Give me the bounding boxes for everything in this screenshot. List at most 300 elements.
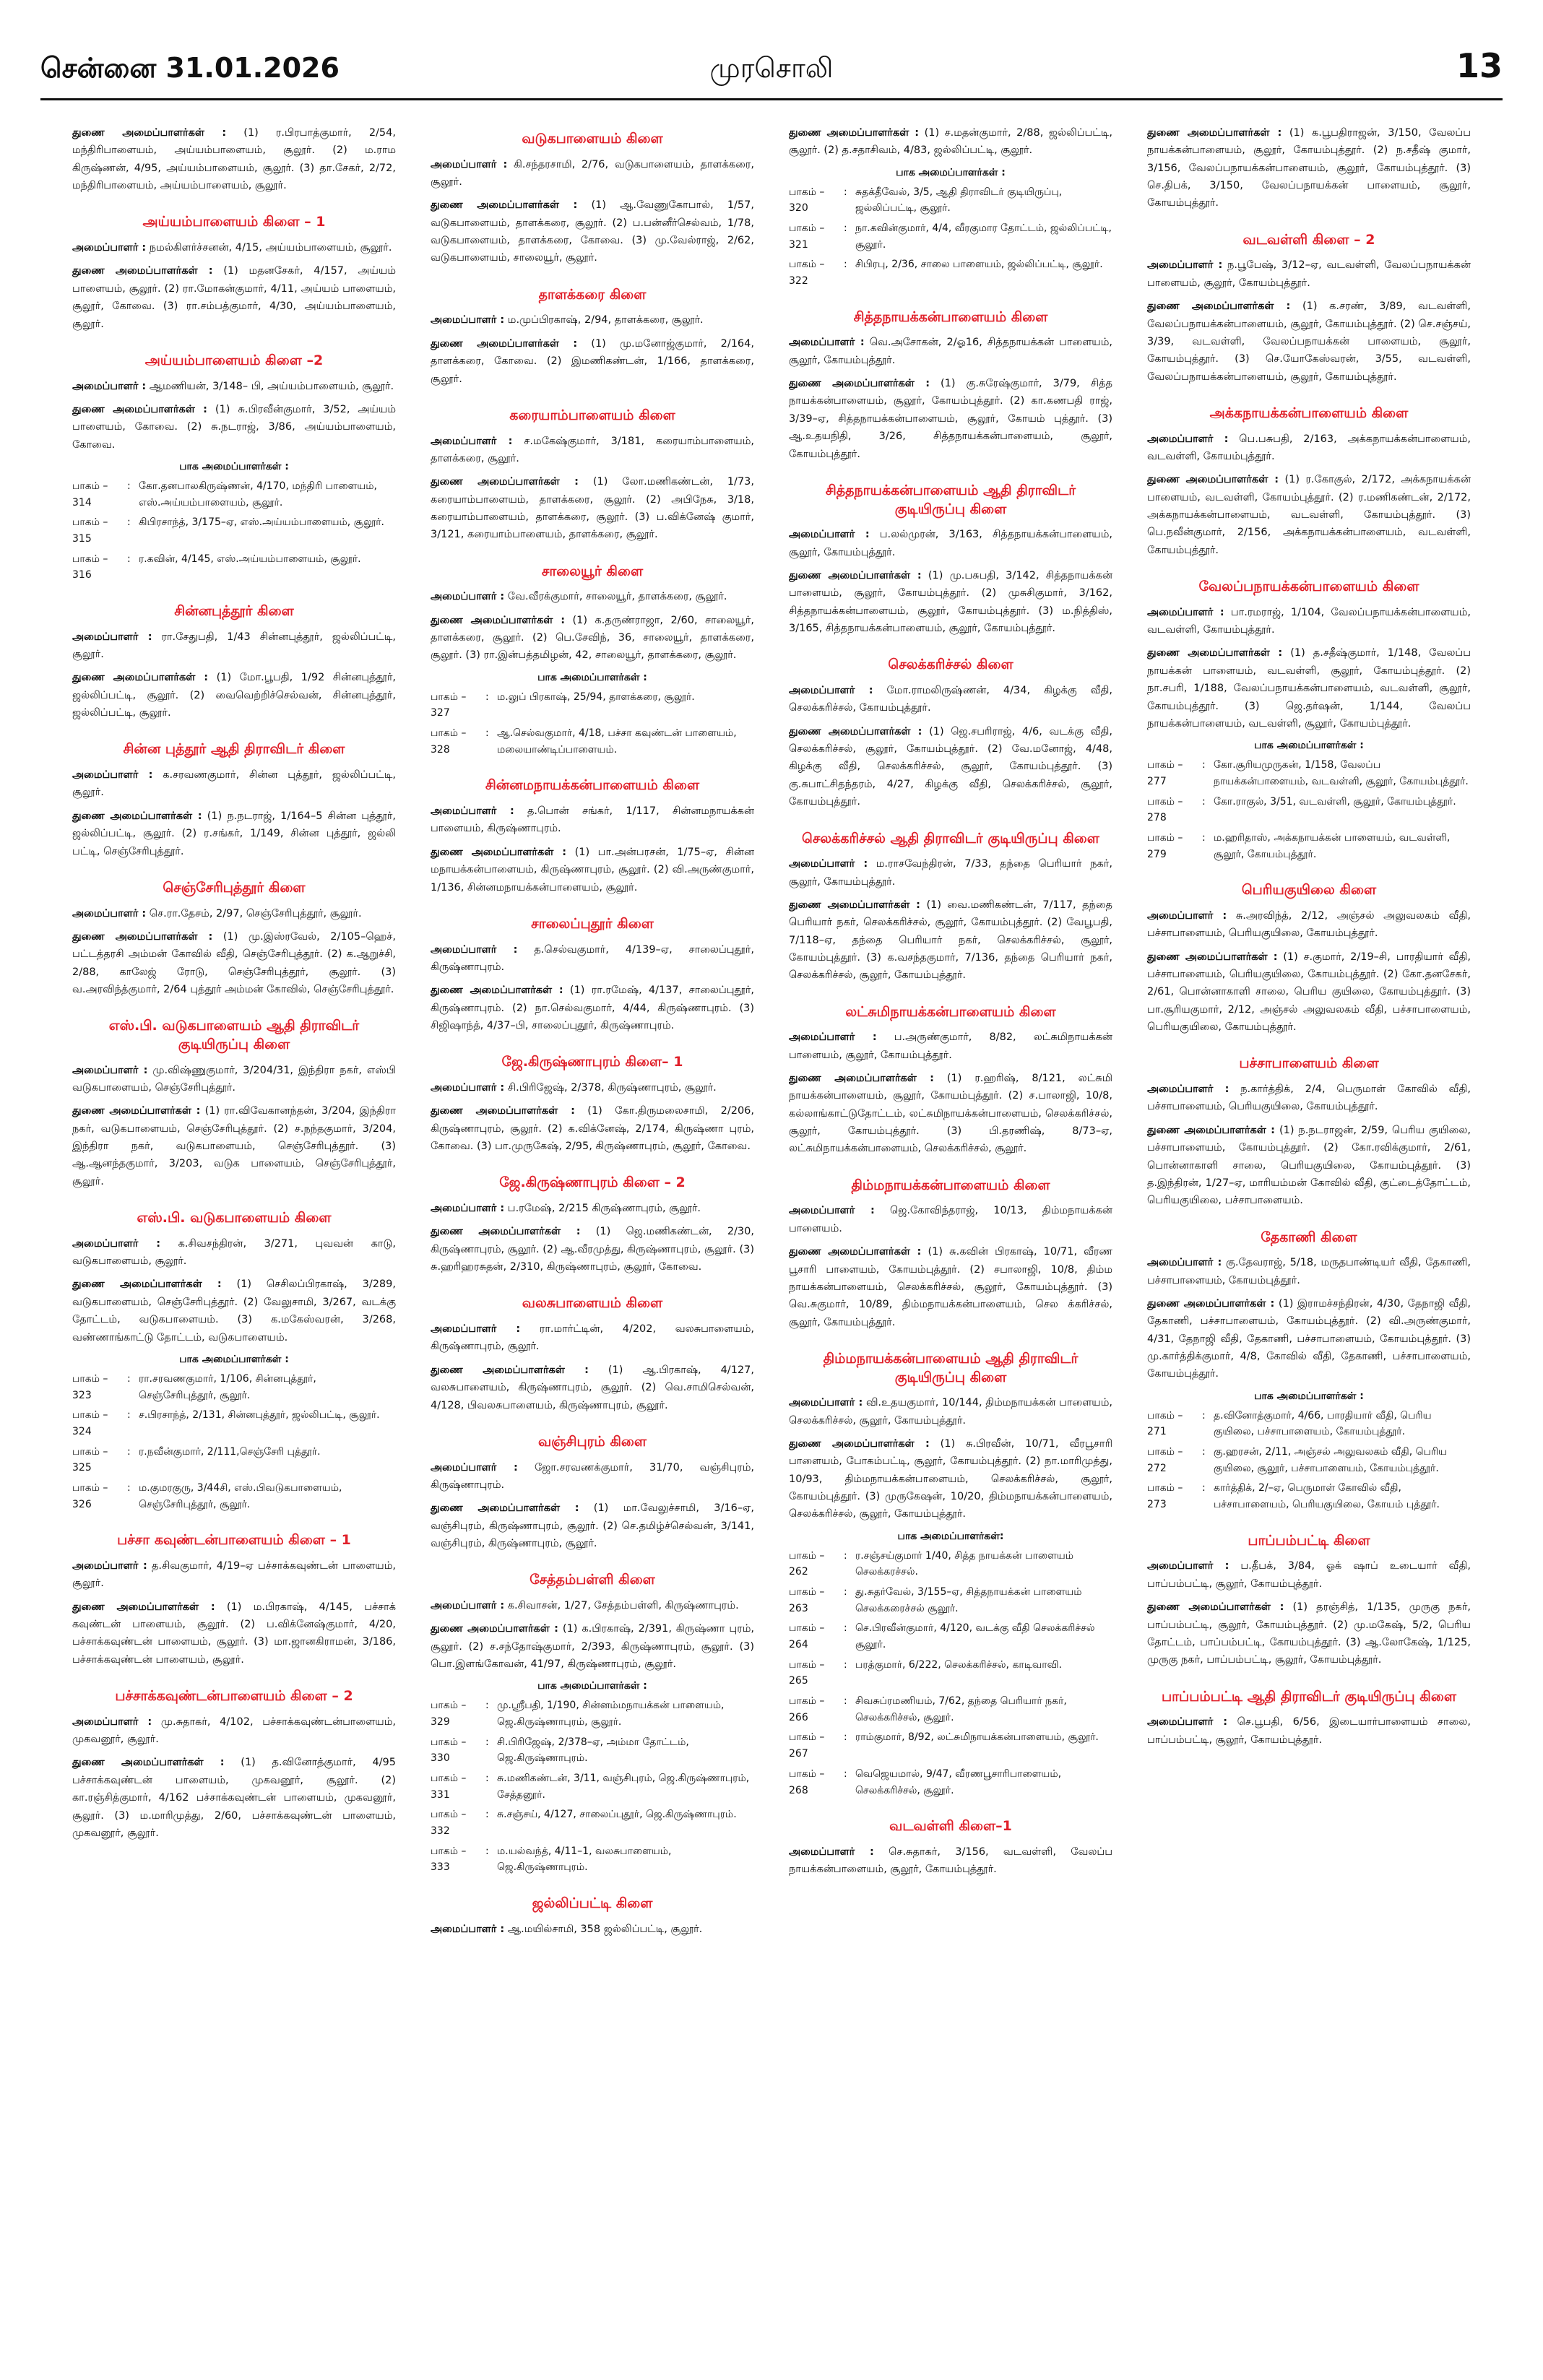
- booth-colon: :: [844, 1586, 847, 1598]
- booth-number: பாகம் – 314: [72, 480, 108, 509]
- role-label: துணை அமைப்பாளர்கள் :: [431, 1105, 575, 1117]
- member-entry: [72, 1276, 396, 1346]
- role-label: அமைப்பாளர் :: [1147, 909, 1227, 922]
- booth-row: [789, 184, 1112, 217]
- booth-row: [72, 551, 396, 584]
- booth-member: ராம்குமார், 8/92, லட்சுமிநாயக்கன்பாளையம், சூலூர்.: [855, 1731, 1099, 1744]
- member-entry: [1147, 1713, 1471, 1749]
- branch-title: வடுகபாளையம் கிளை: [522, 131, 663, 147]
- role-label: அமைப்பாளர் :: [431, 805, 514, 818]
- booth-colon: :: [844, 1731, 847, 1744]
- member-details: (1) த.சதீஷ்குமார், 1/148, வேலப்ப நாயக்கன் பாளையம், வடவள்ளி, சூலூர், கோயம்புத்தூர். (2) நா.சபரி, 1/188, வேலப்பநாயக்கன்பாளையம், வடவள்ளி, சூலூர், கோயம்புத்தூர். (3) ஜெ.தர்ஷன், 1/144, வேலப்ப நாயக்கன்பாளையம், வடவள்ளி, சூலூர், கோயம்புத்தூர்.: [1147, 647, 1471, 730]
- booth-colon: :: [127, 1481, 131, 1494]
- branch-title: சித்தநாயக்கன்பாளையம் கிளை: [853, 308, 1048, 325]
- member-entry: [789, 1029, 1112, 1064]
- booth-colon: :: [1202, 1446, 1206, 1458]
- role-label: அமைப்பாளர் :: [72, 769, 153, 782]
- branch-title: பச்சாபாளையம் கிளை: [1239, 1055, 1379, 1072]
- branch-title: ஜே.கிருஷ்ணாபுரம் கிளை – 2: [499, 1174, 686, 1191]
- member-details: வே.வீரக்குமார், சாலையூர், தாளக்கரை, சூலூர்.: [507, 591, 727, 603]
- branch-section: [72, 1209, 396, 1513]
- member-details: (1) த.வினோத்குமார், 4/95 பச்சாக்கவுண்டன் பாளையம், முகவனூர், சூலூர். (2) கா.ரஞ்சித்குமார், 4/162 பச்சாக்கவுண்டன் பாளையம், முகவனூர், சூலூர். (3) ம.மாரிமுத்து, 2/60, பச்சாக்கவுண்டன் பாளையம், முகவனூர், சூலூர்.: [72, 1757, 396, 1839]
- member-details: நமல்கிளர்ச்சனன், 4/15, அய்யம்பாளையம், சூலூர்.: [149, 242, 392, 254]
- booth-number: பாகம் – 325: [72, 1445, 108, 1474]
- member-details: (1) க.பூபதிராஜன், 3/150, வேலப்ப நாயக்கன்பாளையம், சூலூர், கோயம்புத்தூர். (2) ந.சதீஷ் குமார், 3/156, வேலப்பநாயக்கன்பாளையம், சூலூர், கோயம்புத்தூர். (3) செ.திபக், 3/150, வேலப்பநாயக்கன் பாளையம், சூலூர், கோயம்புத்தூர்.: [1147, 127, 1471, 209]
- booth-number: பாகம் – 330: [431, 1736, 467, 1765]
- member-details: (1) ஜெ.சபரிராஜ், 4/6, வடக்கு வீதி, செலக்கரிச்சல், சூலூர், கோயம்புத்தூர். (2) வே.மனோஜ், 4/48, கிழக்கு வீதி, செலக்கரிச்சல், சூலூர், கோயம்புத்தூர். (3) கு.சுபாட்சிதந்தரம், 4/27, கிழக்கு வீதி, செலக்கரிச்சல், சூலூர், கோயம்புத்தூர்.: [789, 725, 1112, 808]
- branch-title: செலக்கரிச்சல் ஆதி திராவிடர் குடியிருப்பு கிளை: [802, 830, 1099, 847]
- branch-title: சின்னபுத்தூர் கிளை: [174, 602, 294, 619]
- branch-section: [789, 124, 1112, 290]
- branch-section: [72, 213, 396, 332]
- branch-section: [789, 1350, 1112, 1799]
- booth-colon: :: [485, 1809, 489, 1821]
- member-entry: [431, 1223, 754, 1276]
- member-entry: [72, 669, 396, 722]
- role-label: துணை அமைப்பாளர்கள் :: [789, 725, 922, 737]
- member-details: ரா.மார்ட்டின், 4/202, வலசுபாளையம், கிருஷ்ணாபுரம், சூலூர்.: [431, 1323, 754, 1353]
- booth-number: பாகம் – 327: [431, 691, 467, 719]
- role-label: துணை அமைப்பாளர்கள் :: [72, 1601, 215, 1613]
- member-details: (1) ர.கோகுல், 2/172, அக்கநாயக்கன் பாளையம், வடவள்ளி, கோயம்புத்தூர். (2) ர.மணிகண்டன், 2/172, அக்கநாயக்கன்பாளையம், வடவள்ளி, கோயம்புத்தூர். (3) பெ.நவீன்குமார், 2/156, அக்கநாயக்கன்பாளையம், வடவள்ளி, கோயம்புத்தூர்.: [1147, 474, 1471, 556]
- booth-member: நா.கவின்குமார், 4/4, வீரகுமார தோட்டம், ஜல்லிப்பட்டி, சூலூர்.: [855, 222, 1112, 251]
- booth-member: சு.சஞ்சய், 4/127, சாலைப்புதூர், ஜெ.கிருஷ்ணாபுரம்.: [497, 1809, 737, 1821]
- role-label: துணை அமைப்பாளர்கள் :: [431, 199, 578, 212]
- booth-number: பாகம் – 272: [1147, 1446, 1183, 1474]
- member-details: மு.சுதாகர், 4/102, பச்சாக்கவுண்டன்பாளையம், முகவனூர், சூலூர்.: [72, 1715, 396, 1746]
- booth-row: [431, 1806, 754, 1839]
- member-details: (1) ந.நடராஜன், 2/59, பெரிய குயிலை, பச்சாபாளையம், கோயம்புத்தூர். (2) கோ.ரவிக்குமார், 2/61, பொன்னாகாளி சாலை, பெரியகுயிலை, கோயம்புத்தூர். (3) த.இந்திரன், 1/27–ஏ, மாரியம்மன் கோவில் வீதி, குட்டைத்தோட்டம், பெரியகுயிலை, பச்சாபாளையம்.: [1147, 1124, 1471, 1207]
- booth-row: [431, 1734, 754, 1767]
- page-number: 13: [1456, 46, 1503, 85]
- member-details: செ.ரா.தேசம், 2/97, செஞ்சேரிபுத்தூர், சூலூர்.: [149, 907, 362, 919]
- role-label: துணை அமைப்பாளர்கள் :: [1147, 1601, 1284, 1614]
- member-entry: [431, 1921, 754, 1938]
- booth-number: பாகம் – 315: [72, 516, 108, 545]
- role-label: அமைப்பாளர் :: [431, 1461, 518, 1474]
- member-entry: [431, 156, 754, 191]
- member-details: சு.அரவிந்த், 2/12, அஞ்சல் அலுவலகம் வீதி, பச்சாபாளையம், பெரியகுயிலை, கோயம்புத்தூர்.: [1147, 909, 1471, 940]
- booth-number: பாகம் – 264: [789, 1622, 825, 1651]
- booth-colon: :: [485, 727, 489, 740]
- role-label: அமைப்பாளர் :: [1147, 1083, 1229, 1096]
- booth-header: பாக அமைப்பாளர்கள் :: [179, 460, 289, 472]
- branch-section: [72, 124, 396, 194]
- role-label: அமைப்பாளர் :: [72, 1064, 148, 1076]
- member-details: ம.ராசவேந்திரன், 7/33, தந்தை பெரியார் நகர், சூலூர், கோயம்புத்தூர்.: [789, 858, 1112, 888]
- role-label: அமைப்பாளர் :: [72, 1237, 161, 1250]
- member-details: (1) ர.பிரபாத்குமார், 2/54, மந்திரிபாளையம், அய்யம்பாளையம், சூலூர். (2) ம.ராம கிருஷ்ணன், 4/95, அய்யம்பாளையம், சூலூர். (3) தா.சேகர், 2/72, மந்திரிபாளையம், அய்யம்பாளையம், சூலூர்.: [72, 127, 396, 192]
- member-entry: [72, 1102, 396, 1190]
- role-label: அமைப்பாளர் :: [72, 242, 147, 254]
- branch-section: [1147, 578, 1471, 862]
- role-label: துணை அமைப்பாளர்கள் :: [789, 378, 930, 390]
- booth-member: சுதக்தீவேல், 3/5, ஆதி திராவிடர் குடியிருப்பு, ஜல்லிப்பட்டி, சூலூர்.: [855, 186, 1063, 215]
- booth-row: [1147, 1480, 1471, 1513]
- booth-row: [789, 256, 1112, 289]
- branch-title: சாலைப்புதூர் கிளை: [531, 915, 654, 932]
- member-entry: [431, 1079, 754, 1096]
- booth-row: [72, 1407, 396, 1440]
- member-details: (1) பா.அன்பரசன், 1/75–ஏ, சின்ன மநாயக்கன்பாளையம், கிருஷ்ணாபுரம், சூலூர். (2) வி.அருண்குமார், 1/136, சின்னமநாயக்கன்பாளையம், சூலூர்.: [431, 846, 754, 893]
- member-details: ச.மகேஷ்குமார், 3/181, கரையாம்பாளையம், தாளக்கரை, சூலூர்.: [431, 435, 754, 464]
- booth-row: [431, 1697, 754, 1730]
- role-label: அமைப்பாளர் :: [431, 158, 508, 170]
- member-entry: [72, 808, 396, 860]
- booth-number: பாகம் – 320: [789, 186, 825, 215]
- branch-title: வடவள்ளி கிளை – 2: [1242, 231, 1375, 248]
- branch-section: [1147, 881, 1471, 1036]
- branch-section: [1147, 1532, 1471, 1669]
- member-details: (1) வை.மணிகண்டன், 7/117, தந்தை பெரியார் நகர், செலக்கரிச்சல், சூலூர், கோயம்புத்தூர். (2) வேபூபதி, 7/118–ஏ, தந்தை பெரியார் நகர், செலக்கரிச்சல், சூலூர், கோயம்புத்தூர். (3) க.வசந்தகுமார், 7/136, தந்தை பெரியார் நகர், செலக்கரிச்சல், சூலூர், கோயம்புத்தூர்.: [789, 899, 1112, 982]
- member-entry: [431, 844, 754, 896]
- article-columns: [72, 124, 1471, 2349]
- member-details: (1) க.சரண், 3/89, வடவள்ளி, வேலப்பநாயக்கன்பாளையம், சூலூர், கோயம்புத்தூர். (2) செ.சஞ்சய், 3/39, வடவள்ளி, வேலப்பநாயக்கன் பாளையம், சூலூர், கோயம்புத்தூர். (3) செ.யோகேஸ்வரன், 3/55, வடவள்ளி, வேலப்பநாயக்கன்பாளையம், சூலூர், கோயம்புத்தூர்.: [1147, 300, 1471, 383]
- member-entry: [431, 1597, 754, 1614]
- member-entry: [1147, 1122, 1471, 1210]
- member-entry: [789, 375, 1112, 463]
- booth-member: த.வினோத்குமார், 4/66, பாரதியார் வீதி, பெரிய குயிலை, பச்சாபாளையம், கோயம்புத்தூர்.: [1214, 1409, 1432, 1438]
- member-entry: [789, 1070, 1112, 1158]
- member-details: ஜோ.சரவணக்குமார், 31/70, வஞ்சிபுரம், கிருஷ்ணாபுரம்.: [431, 1461, 754, 1491]
- role-label: அமைப்பாளர் :: [1147, 259, 1223, 272]
- booth-colon: :: [485, 691, 489, 703]
- booth-number: பாகம் – 324: [72, 1409, 108, 1437]
- booth-header: பாக அமைப்பாளர்கள்:: [897, 1530, 1004, 1542]
- branch-section: [789, 308, 1112, 463]
- booth-member: கோ.சூரியமுருகன், 1/158, வேலப்ப நாயக்கன்பாளையம், வடவள்ளி, சூலூர், கோயம்புத்தூர்.: [1214, 759, 1469, 787]
- booth-member: ஆ.செல்வகுமார், 4/18, பச்சா கவுண்டன் பாளையம், மலையாண்டிப்பாளையம்.: [497, 727, 737, 756]
- booth-colon: :: [844, 222, 847, 235]
- member-entry: [72, 905, 396, 922]
- member-details: க.சிவாசன், 1/27, சேத்தம்பள்ளி, கிருஷ்ணாபுரம்.: [507, 1599, 739, 1611]
- member-entry: [789, 896, 1112, 985]
- branch-section: [72, 1687, 396, 1842]
- member-details: (1) ர.ஹரிஷ், 8/121, லட்சுமி நாயக்கன்பாளையம், சூலூர், கோயம்புத்தூர். (2) ச.பாலாஜி, 10/8, கல்லாங்காட்டுதோட்டம், லட்சுமிநாயக்கன்பாளையம், செலக்கரிச்சல், சூலூர், கோயம்புத்தூர். (3) பி.தரணிஷ், 8/73–ஏ, லட்சுமிநாயக்கன்பாளையம், செலக்கரிச்சல், சூலூர்.: [789, 1073, 1112, 1155]
- branch-title: செஞ்சேரிபுத்தூர் கிளை: [163, 879, 306, 896]
- booth-number: பாகம் – 268: [789, 1767, 825, 1796]
- branch-section: [431, 286, 754, 388]
- booth-number: பாகம் – 267: [789, 1731, 825, 1760]
- branch-section: [789, 1003, 1112, 1158]
- member-details: (1) சு.பிரவீன்குமார், 3/52, அய்யம் பாளையம், கோவை. (2) சு.நடராஜ், 3/86, அய்யம்பாளையம், கோவை.: [72, 403, 396, 451]
- booth-row: [789, 1584, 1112, 1617]
- booth-number: பாகம் – 279: [1147, 831, 1183, 860]
- booth-colon: :: [485, 1700, 489, 1712]
- member-entry: [431, 982, 754, 1034]
- member-details: ம.முப்பிரகாஷ், 2/94, தாளக்கரை, சூலூர்.: [507, 314, 704, 326]
- branch-title: பாப்பம்பட்டி கிளை: [1248, 1532, 1370, 1549]
- member-details: (1) க.பிரகாஷ், 2/391, கிருஷ்ணா புரம், சூலூர். (2) ச.சந்தோஷ்குமார், 2/393, கிருஷ்ணாபுரம், சூலூர். (3) பொ.இளங்கோவன், 41/97, கிருஷ்ணாபுரம், சூலூர்.: [431, 1623, 754, 1671]
- member-entry: [431, 196, 754, 267]
- booth-colon: :: [844, 1549, 847, 1562]
- member-details: க.சிவசந்திரன், 3/271, புவவன் காடு, வடுகபாளையம், சூலூர்.: [72, 1237, 396, 1268]
- role-label: துணை அமைப்பாளர்கள் :: [72, 810, 202, 822]
- member-details: (1) ரா.விவேகானந்தன், 3/204, இந்திரா நகர், வடுகபாளையம், செஞ்சேரிபுத்தூர். (2) ச.நந்தகுமார், 3/204, இந்திரா நகர், வடுகபாளையம், செஞ்சேரிபுத்தூர். (3) ஆ.ஆனந்தகுமார், 3/203, வடுக பாளையம், செஞ்சேரிபுத்தூர், சூலூர்.: [72, 1105, 396, 1187]
- booth-member: ரா.சரவணகுமார், 1/106, சின்னபுத்தூர், செஞ்சேரிபுத்தூர், சூலூர்.: [139, 1372, 316, 1401]
- branch-section: [431, 1174, 754, 1276]
- branch-title: தாளக்கரை கிளை: [538, 286, 647, 303]
- role-label: துணை அமைப்பாளர்கள் :: [431, 476, 579, 488]
- member-details: (1) தரஞ்சித், 1/135, முருகு நகர், பாப்பம்பட்டி, சூலூர், கோயம்புத்தூர். (2) மு.மகேஷ், 5/2, பெரிய தோட்டம், பாப்பம்பட்டி, கோயம்புத்தூர். (3) ஆ.லோகேஷ், 1/125, முருகு நகர், பாப்பம்பட்டி, சூலூர், கோயம்புத்தூர்.: [1147, 1601, 1471, 1666]
- role-label: அமைப்பாளர் :: [789, 858, 868, 870]
- role-label: அமைப்பாளர் :: [431, 1323, 521, 1336]
- member-entry: [431, 335, 754, 388]
- booth-number: பாகம் – 271: [1147, 1409, 1183, 1438]
- branch-section: [1147, 1688, 1471, 1749]
- member-details: ப.லல்முரன், 3/163, சித்தநாயக்கன்பாளையம், சூலூர், கோயம்புத்தூர்.: [789, 529, 1112, 558]
- booth-row: [789, 1766, 1112, 1799]
- role-label: துணை அமைப்பாளர்கள் :: [789, 1437, 930, 1450]
- member-entry: [431, 612, 754, 665]
- branch-section: [789, 482, 1112, 637]
- booth-member: மு.ஸ்ரீபதி, 1/190, சின்னம்மநாயக்கன் பாளையம், ஜெ.கிருஷ்ணாபுரம், சூலூர்.: [497, 1700, 725, 1728]
- member-entry: [1147, 471, 1471, 559]
- role-label: துணை அமைப்பாளர்கள் :: [1147, 1124, 1275, 1136]
- member-entry: [72, 1235, 396, 1271]
- member-entry: [72, 378, 396, 395]
- member-entry: [789, 567, 1112, 637]
- role-label: துணை அமைப்பாளர்கள் :: [72, 1278, 222, 1291]
- role-label: துணை அமைப்பாளர்கள் :: [72, 127, 227, 139]
- member-entry: [431, 1362, 754, 1414]
- member-entry: [1147, 298, 1471, 386]
- member-entry: [72, 1598, 396, 1669]
- booth-colon: :: [844, 1695, 847, 1708]
- branch-title: எஸ்.பி. வடுகபாளையம் கிளை: [137, 1210, 332, 1226]
- booth-colon: :: [1202, 831, 1206, 844]
- branch-section: [72, 602, 396, 722]
- role-label: துணை அமைப்பாளர்கள் :: [431, 846, 567, 858]
- member-details: கு.தேவராஜ், 5/18, மருதபாண்டியர் வீதி, தேகாணி, பச்சாபாளையம், கோயம்புத்தூர்.: [1147, 1257, 1471, 1286]
- member-entry: [431, 1320, 754, 1356]
- role-label: துணை அமைப்பாளர்கள் :: [431, 985, 563, 997]
- branch-title: எஸ்.பி. வடுகபாளையம் ஆதி திராவிடர் குடியிருப்பு கிளை: [108, 1018, 360, 1052]
- role-label: துணை அமைப்பாளர்கள் :: [1147, 300, 1291, 313]
- member-entry: [72, 628, 396, 664]
- member-entry: [431, 1620, 754, 1673]
- booth-colon: :: [844, 1767, 847, 1780]
- role-label: அமைப்பாளர் :: [789, 1397, 863, 1409]
- booth-row: [72, 1371, 396, 1403]
- booth-row: [431, 1843, 754, 1876]
- member-details: ப.தீபக், 3/84, ஓக் ஷாப் உடையார் வீதி, பாப்பம்பட்டி, சூலூர், கோயம்புத்தூர்.: [1147, 1560, 1471, 1590]
- booth-header: பாக அமைப்பாளர்கள் :: [1254, 740, 1364, 752]
- member-details: (1) மோ.பூபதி, 1/92 சின்னபுத்தூர், ஜல்லிப்பட்டி, சூலூர். (2) வைவெற்றிச்செல்வன், சின்னபுத்தூர், ஜல்லிப்பட்டி, சூலூர்.: [72, 672, 396, 719]
- role-label: துணை அமைப்பாளர்கள் :: [1147, 1297, 1275, 1310]
- member-details: வெ.அசோகன், 2/ஓ16, சித்தநாயக்கன் பாளையம், சூலூர், கோயம்புத்தூர்.: [789, 337, 1112, 366]
- member-details: பெ.பசுபதி, 2/163, அக்கநாயக்கன்பாளையம், வடவள்ளி, கோயம்புத்தூர்.: [1147, 433, 1471, 462]
- role-label: அமைப்பாளர் :: [789, 529, 870, 541]
- booth-number: பாகம் – 278: [1147, 795, 1183, 824]
- member-details: (1) கோ.திருமலைசாமி, 2/206, கிருஷ்ணாபுரம், சூலூர். (2) க.விக்னேஷ், 2/174, கிருஷ்ணா புரம், கோவை. (3) பா.முருகேஷ், 2/95, கிருஷ்ணாபுரம், சூலூர், கோவை.: [431, 1105, 754, 1153]
- role-label: அமைப்பாளர் :: [431, 1923, 505, 1935]
- booth-row: [431, 1770, 754, 1803]
- branch-title: சின்னமநாயக்கன்பாளையம் கிளை: [485, 777, 700, 794]
- booth-colon: :: [844, 1658, 847, 1671]
- booth-colon: :: [1202, 1409, 1206, 1421]
- role-label: துணை அமைப்பாளர்கள் :: [431, 1364, 589, 1376]
- branch-title: அய்யம்பாளையம் கிளை – 1: [142, 214, 326, 230]
- booth-member: ர.கவின், 4/145, எஸ்.அய்யம்பாளையம், சூலூர்.: [139, 553, 361, 565]
- branch-section: [431, 915, 754, 1034]
- role-label: துணை அமைப்பாளர்கள் :: [1147, 474, 1279, 486]
- role-label: அமைப்பாளர் :: [72, 631, 152, 643]
- role-label: அமைப்பாளர் :: [431, 1203, 505, 1215]
- role-label: துணை அமைப்பாளர்கள் :: [431, 1226, 581, 1238]
- booth-member: ம.குமரகுரு, 3/44சி, எஸ்.பிவடுகபாளையம், செஞ்சேரிபுத்தூர், சூலூர்.: [139, 1481, 342, 1510]
- role-label: துணை அமைப்பாளர்கள் :: [72, 672, 209, 684]
- branch-section: [72, 879, 396, 998]
- member-entry: [431, 1500, 754, 1552]
- column-4: [1147, 124, 1471, 2349]
- booth-colon: :: [1202, 759, 1206, 771]
- booth-colon: :: [485, 1773, 489, 1785]
- member-details: ஜெ.கோவிந்தராஜ், 10/13, திம்மநாயக்கன் பாளையம்.: [789, 1205, 1112, 1234]
- member-entry: [1147, 948, 1471, 1037]
- member-entry: [789, 526, 1112, 561]
- booth-number: பாகம் – 331: [431, 1773, 467, 1801]
- member-entry: [72, 1557, 396, 1593]
- member-details: (1) சு.பிரவீன், 10/71, வீரபூசாரி பாளையம், போகம்பட்டி, சூலூர், கோயம்புத்தூர். (2) நா.மாரிமுத்து, 10/93, திம்மநாயக்கன்பாளையம், செலக்கரிச்சல், சூலூர், கோயம்புத்தூர். (3) முருகேஷன், 10/20, திம்மநாயக்கன்பாளையம், செலக்கரிச்சல், சூலூர், கோயம்புத்தூர்.: [789, 1437, 1112, 1520]
- branch-title: சேத்தம்பள்ளி கிளை: [530, 1572, 655, 1588]
- role-label: துணை அமைப்பாளர்கள் :: [1147, 647, 1283, 659]
- booth-member: சி.பிரிஜேஷ், 2/378–ஏ, அம்மா தோட்டம், ஜெ.கிருஷ்ணாபுரம்.: [497, 1736, 689, 1765]
- member-entry: [789, 334, 1112, 369]
- booth-header: பாக அமைப்பாளர்கள் :: [1254, 1390, 1364, 1402]
- member-entry: [789, 723, 1112, 811]
- branch-title: பாப்பம்பட்டி ஆதி திராவிடர் குடியிருப்பு கிளை: [1161, 1688, 1457, 1705]
- role-label: அமைப்பாளர் :: [789, 1031, 877, 1044]
- branch-title: திம்மநாயக்கன்பாளையம் ஆதி திராவிடர் குடியிருப்பு கிளை: [823, 1350, 1079, 1385]
- booth-row: [789, 1693, 1112, 1726]
- branch-title: வேலப்பநாயக்கன்பாளையம் கிளை: [1198, 579, 1419, 595]
- booth-row: [789, 1620, 1112, 1653]
- booth-row: [1147, 1408, 1471, 1440]
- booth-header: பாக அமைப்பாளர்கள் :: [179, 1353, 289, 1365]
- member-entry: [72, 239, 396, 256]
- booth-member: சிபிரபு, 2/36, சாலை பாளையம், ஜல்லிப்பட்டி, சூலூர்.: [855, 259, 1103, 271]
- booth-member: ம.லுப் பிரகாஷ், 25/94, தாளக்கரை, சூலூர்.: [497, 691, 695, 703]
- booth-number: பாகம் – 333: [431, 1845, 467, 1874]
- booth-number: பாகம் – 316: [72, 553, 108, 581]
- member-entry: [789, 1202, 1112, 1237]
- member-details: (1) ச.மதன்குமார், 2/88, ஜல்லிப்பட்டி, சூலூர். (2) த.சதாசிவம், 4/83, ஜல்லிப்பட்டி, சூலூர்.: [789, 127, 1112, 157]
- role-label: அமைப்பாளர் :: [789, 337, 865, 349]
- branch-section: [1147, 404, 1471, 559]
- branch-title: திம்மநாயக்கன்பாளையம் கிளை: [851, 1177, 1050, 1193]
- booth-member: ம.ஹரிதாஸ், அக்கநாயக்கன் பாளையம், வடவள்ளி, சூலூர், கோயம்புத்தூர்.: [1214, 831, 1451, 860]
- branch-section: [431, 1571, 754, 1876]
- booth-number: பாகம் – 262: [789, 1549, 825, 1578]
- member-entry: [1147, 1081, 1471, 1116]
- member-details: (1) மா.வேலுச்சாமி, 3/16–ஏ, வஞ்சிபுரம், கிருஷ்ணாபுரம், சூலூர். (2) செ.தமிழ்ச்செல்வன், 3/141, வஞ்சிபுரம், கிருஷ்ணாபுரம், சூலூர்.: [431, 1502, 754, 1549]
- member-details: ந.கார்த்திக், 2/4, பெருமாள் கோவில் வீதி, பச்சாபாளையம், பெரியகுயிலை, கோயம்புத்தூர்.: [1147, 1083, 1471, 1113]
- role-label: துணை அமைப்பாளர்கள் :: [431, 1502, 579, 1515]
- booth-colon: :: [127, 1445, 131, 1458]
- booth-row: [789, 1548, 1112, 1580]
- member-details: மோ.ராமலிருஷ்ணன், 4/34, கிழக்கு வீதி, செலக்கரிச்சல், கோயம்புத்தூர்.: [789, 684, 1112, 714]
- member-entry: [431, 1102, 754, 1155]
- role-label: அமைப்பாளர் :: [1147, 606, 1224, 618]
- booth-member: து.சுதர்வேல், 3/155–ஏ, சித்தநாயக்கன் பாளையம் செலக்கரைச்சல் சூலூர்.: [855, 1586, 1082, 1614]
- branch-title: சின்ன புத்தூர் ஆதி திராவிடர் கிளை: [123, 741, 345, 758]
- member-details: (1) லோ.மணிகண்டன், 1/73, கரையாம்பாளையம், தாளக்கரை, சூலூர். (2) அபிநேசு, 3/18, கரையாம்பாளையம், தாளக்கரை, சூலூர். (3) ப.விக்னேஷ் குமார், 3/121, கரையாம்பாளையம், தாளக்கரை, சூலூர்.: [431, 476, 754, 541]
- branch-title: வஞ்சிபுரம் கிளை: [537, 1433, 647, 1450]
- booth-row: [789, 1657, 1112, 1689]
- booth-colon: :: [127, 1372, 131, 1385]
- role-label: அமைப்பாளர் :: [431, 1081, 505, 1094]
- booth-colon: :: [485, 1736, 489, 1748]
- member-details: த.சிவகுமார், 4/19–ஏ பச்சாக்கவுண்டன் பாளையம், சூலூர்.: [72, 1559, 396, 1590]
- booth-colon: :: [844, 1622, 847, 1635]
- booth-header: பாக அமைப்பாளர்கள் :: [537, 1680, 647, 1692]
- member-details: த.பொன் சங்கர், 1/117, சின்னமநாயக்கன் பாளையம், கிருஷ்ணாபுரம்.: [431, 805, 754, 835]
- member-details: (1) ந.நடராஜ், 1/164–5 சின்ன புத்தூர், ஜல்லிப்பட்டி, சூலூர். (2) ர.சங்கர், 1/149, சின்ன புத்தூர், ஜல்லி பட்டி, செஞ்சேரிபுத்தூர்.: [72, 810, 396, 857]
- booth-member: வெஜெயமால், 9/47, வீரணபூசாரிபாளையம், செலக்கரிச்சல், சூலூர்.: [855, 1767, 1062, 1796]
- role-label: அமைப்பாளர் :: [431, 314, 505, 326]
- member-details: ப.ரமேஷ், 2/215 கிருஷ்ணாபுரம், சூலூர்.: [507, 1203, 701, 1215]
- role-label: அமைப்பாளர் :: [789, 1205, 875, 1217]
- column-3: [789, 124, 1112, 2349]
- role-label: துணை அமைப்பாளர்கள் :: [72, 403, 207, 415]
- member-details: கி.சந்தரசாமி, 2/76, வடுகபாளையம், தாளக்கரை, சூலூர்.: [431, 158, 754, 188]
- booth-colon: :: [127, 1409, 131, 1421]
- member-details: த.செல்வகுமார், 4/139–ஏ, சாலைப்புதூர், கிருஷ்ணாபுரம்.: [431, 943, 754, 973]
- booth-colon: :: [127, 516, 131, 529]
- member-details: ரா.சேதுபதி, 1/43 சின்னபுத்தூர், ஜல்லிப்பட்டி, சூலூர்.: [72, 631, 396, 660]
- booth-row: [1147, 1444, 1471, 1476]
- branch-section: [431, 1053, 754, 1155]
- booth-member: பரத்குமார், 6/222, செலக்கரிச்சல், காடிவாவி.: [855, 1658, 1062, 1671]
- role-label: அமைப்பாளர் :: [1147, 1560, 1229, 1572]
- branch-section: [72, 1531, 396, 1669]
- booth-colon: :: [844, 259, 847, 271]
- role-label: துணை அமைப்பாளர்கள் :: [72, 265, 213, 277]
- branch-section: [1147, 1229, 1471, 1513]
- booth-number: பாகம் – 329: [431, 1700, 467, 1728]
- booth-row: [1147, 794, 1471, 826]
- role-label: அமைப்பாளர் :: [789, 684, 873, 696]
- member-details: (1) மு.இஸ்ரவேல், 2/105–ஹெச், பட்டத்தரசி அம்மன் கோவில் வீதி, செஞ்சேரிபுத்தூர். (2) க.ஆறுச்சி, 2/88, காலேஜ் ரோடு, செஞ்சேரிபுத்தூர், சூலூர். (3) வ.அரவிந்த்குமார், 2/64 புத்தூர் அம்மன் கோவில், செஞ்சேரிபுத்தூர்.: [72, 930, 396, 995]
- member-entry: [1147, 1295, 1471, 1383]
- role-label: துணை அமைப்பாளர்கள் :: [72, 930, 213, 943]
- role-label: துணை அமைப்பாளர்கள் :: [789, 127, 920, 139]
- member-entry: [431, 433, 754, 468]
- role-label: அமைப்பாளர் :: [431, 591, 505, 603]
- member-entry: [72, 1062, 396, 1097]
- branch-title: அக்கநாயக்கன்பாளையம் கிளை: [1209, 404, 1409, 421]
- branch-title: ஜல்லிப்பட்டி கிளை: [532, 1895, 653, 1912]
- booth-member: சு.மணிகண்டன், 3/11, வஞ்சிபுரம், ஜெ.கிருஷ்ணாபுரம், சேத்தனூர்.: [497, 1773, 750, 1801]
- role-label: அமைப்பாளர் :: [72, 1715, 152, 1728]
- member-entry: [431, 1200, 754, 1217]
- branch-title: கரையாம்பாளையம் கிளை: [509, 407, 675, 423]
- member-details: (1) மு.மனோஜ்குமார், 2/164, தாளக்கரை, கோவை. (2) இமணிகண்டன், 1/166, தாளக்கரை, சூலூர்.: [431, 337, 754, 385]
- branch-title: பச்சா கவுண்டன்பாளையம் கிளை – 1: [117, 1532, 351, 1549]
- booth-row: [72, 1444, 396, 1476]
- branch-title: சித்தநாயக்கன்பாளையம் ஆதி திராவிடர் குடியிருப்பு கிளை: [825, 482, 1076, 517]
- member-entry: [72, 766, 396, 802]
- member-entry: [789, 1394, 1112, 1429]
- booth-number: பாகம் – 332: [431, 1809, 467, 1838]
- member-entry: [431, 941, 754, 977]
- booth-member: ர.நவீன்குமார், 2/111,செஞ்சேரி புத்தூர்.: [139, 1445, 321, 1458]
- branch-title: லட்சுமிநாயக்கன்பாளையம் கிளை: [845, 1003, 1056, 1020]
- branch-title: தேகாணி கிளை: [1261, 1229, 1357, 1245]
- member-details: (1) ஜெ.மணிகண்டன், 2/30, கிருஷ்ணாபுரம், சூலூர். (2) ஆ.வீரமுத்து, கிருஷ்ணாபுரம், சூலூர். (3) சு.ஹரிஹரசுதன், 2/310, கிருஷ்ணாபுரம், சூலூர், கோவை.: [431, 1226, 754, 1273]
- member-entry: [1147, 644, 1471, 732]
